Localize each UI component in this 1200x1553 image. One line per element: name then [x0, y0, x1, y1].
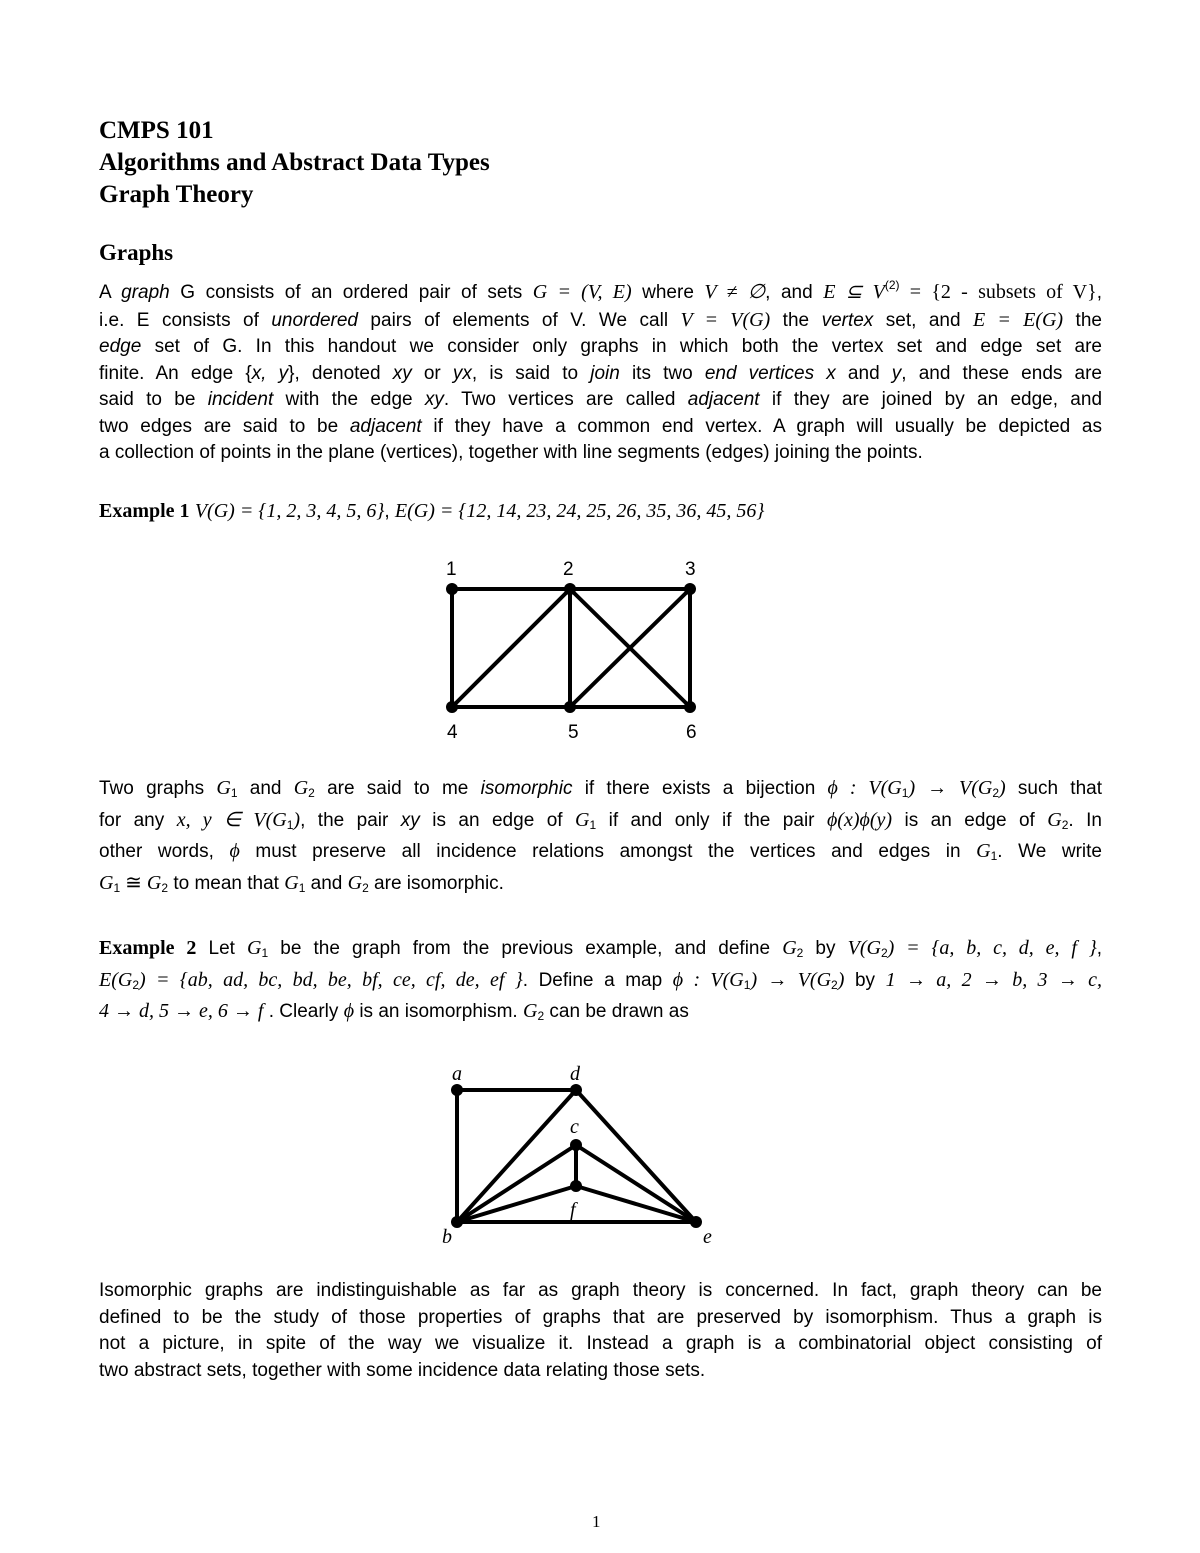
ex2-line-2: $E(G_2) = \{ab$, ad, bc, bd, be, bf, ce, cf, de, ef }. Define a map ϕ : $V(G_1) \to V(G_2)$ by 1 → a, 2 → b, 3 → c,: [99, 968, 1103, 992]
closing-line-1: Isomorphic graphs are indistinguishable as far as graph theory is concerned. In fact, graph theory can be: [99, 1280, 1102, 1301]
closing-line-3: not a picture, in spite of the way we visualize it. Instead a graph is a combinatorial object consisting of: [99, 1333, 1102, 1354]
iso-line-3: other words, ϕ must preserve all incidence relations amongst the vertices and edges in $G_1$. We write: [99, 840, 1103, 863]
vertex-4: [446, 701, 458, 713]
vertex-label-3: 3: [685, 559, 696, 580]
vertex-a: [451, 1084, 463, 1096]
example-2-paragraph: [99, 935, 1102, 1030]
intro-line-2: i.e. E consists of unordered pairs of elements of V. We call V = V(G) the vertex set, and E = E(G) the: [99, 308, 1102, 331]
vertex-label-f: f: [570, 1199, 576, 1221]
intro-line-1: A graph G consists of an ordered pair of sets G = (V, E) where V ≠ ∅, and E ⊆ $V^{(2)} = \{2$ - subsets of V},: [99, 278, 1102, 303]
vertex-label-6: 6: [686, 722, 697, 743]
ex2-line-3: 4 → d, 5 → e, 6 → f . Clearly ϕ is an isomorphism. $G_2$ can be drawn as: [99, 1000, 689, 1023]
closing-line-4: two abstract sets, together with some incidence data relating those sets.: [99, 1359, 706, 1381]
closing-paragraph: [99, 1278, 1102, 1384]
vertex-3: [684, 583, 696, 595]
closing-line-2: defined to be the study of those properties of graphs that are preserved by isomorphism. Thus a graph is: [99, 1306, 1102, 1328]
example-1-line: Example 1 V(G) = {1, 2, 3, 4, 5, 6}, E(G) = {12, 14, 23, 24, 25, 26, 35, 36, 45, 56}: [99, 500, 765, 522]
intro-line-7: a collection of points in the plane (vertices), together with line segments (edges) joining the points.: [99, 442, 923, 463]
handout-topic: Graph Theory: [99, 181, 254, 208]
vertex-b: [451, 1216, 463, 1228]
vertex-1: [446, 583, 458, 595]
vertex-label-a: a: [452, 1063, 462, 1085]
vertex-label-d: d: [570, 1063, 580, 1085]
vertex-label-b: b: [442, 1226, 452, 1248]
vertex-label-2: 2: [563, 559, 574, 580]
vertex-5: [564, 701, 576, 713]
intro-line-4: finite. An edge {x, y}, denoted xy or yx, is said to join its two end vertices x and y, and these ends are: [99, 362, 1102, 384]
vertex-label-1: 1: [446, 559, 457, 580]
vertex-c: [570, 1139, 582, 1151]
course-title: CMPS 101: [99, 117, 214, 144]
vertex-2: [564, 583, 576, 595]
course-subtitle: Algorithms and Abstract Data Types: [99, 149, 490, 176]
vertex-label-4: 4: [447, 722, 458, 743]
vertex-label-5: 5: [568, 722, 579, 743]
vertex-e: [690, 1216, 702, 1228]
intro-line-6: two edges are said to be adjacent if they have a common end vertex. A graph will usually be depicted as: [99, 415, 1102, 437]
graph-g2-figure: [430, 1058, 730, 1250]
isomorphism-paragraph: [99, 775, 1102, 901]
graph-g1-figure: [420, 552, 730, 750]
vertex-f: [570, 1180, 582, 1192]
iso-line-4: $G_1$ ≅ $G_2$ to mean that $G_1$ and $G_2$ are isomorphic.: [99, 871, 504, 895]
intro-paragraph: [99, 272, 1102, 467]
page-number: 1: [592, 1512, 601, 1531]
vertex-label-e: e: [703, 1226, 712, 1248]
edge-24: [452, 589, 570, 707]
vertex-6: [684, 701, 696, 713]
intro-line-5: said to be incident with the edge xy. Two vertices are called adjacent if they are joined by an edge, and: [99, 389, 1103, 410]
vertex-d: [570, 1084, 582, 1096]
vertex-label-c: c: [570, 1116, 579, 1138]
iso-line-1: Two graphs $G_1$ and $G_2$ are said to me isomorphic if there exists a bijection ϕ : $V(G_1) \to V(G_2)$ such that: [99, 777, 1102, 800]
iso-line-2: for any x, y ∈ $V(G_1)$, the pair xy is an edge of $G_1$ if and only if the pair ϕ(x)ϕ(y) is an edge of $G_2$. In: [99, 808, 1102, 832]
section-title-graphs: Graphs: [99, 240, 174, 265]
intro-line-3: edge set of G. In this handout we consider only graphs in which both the vertex set and edge set are: [99, 336, 1102, 357]
ex2-line-1: Example 2 Let $G_1$ be the graph from the previous example, and define $G_2$ by $V(G_2) = \{a$, b, c, d, e, f },: [99, 937, 1102, 960]
